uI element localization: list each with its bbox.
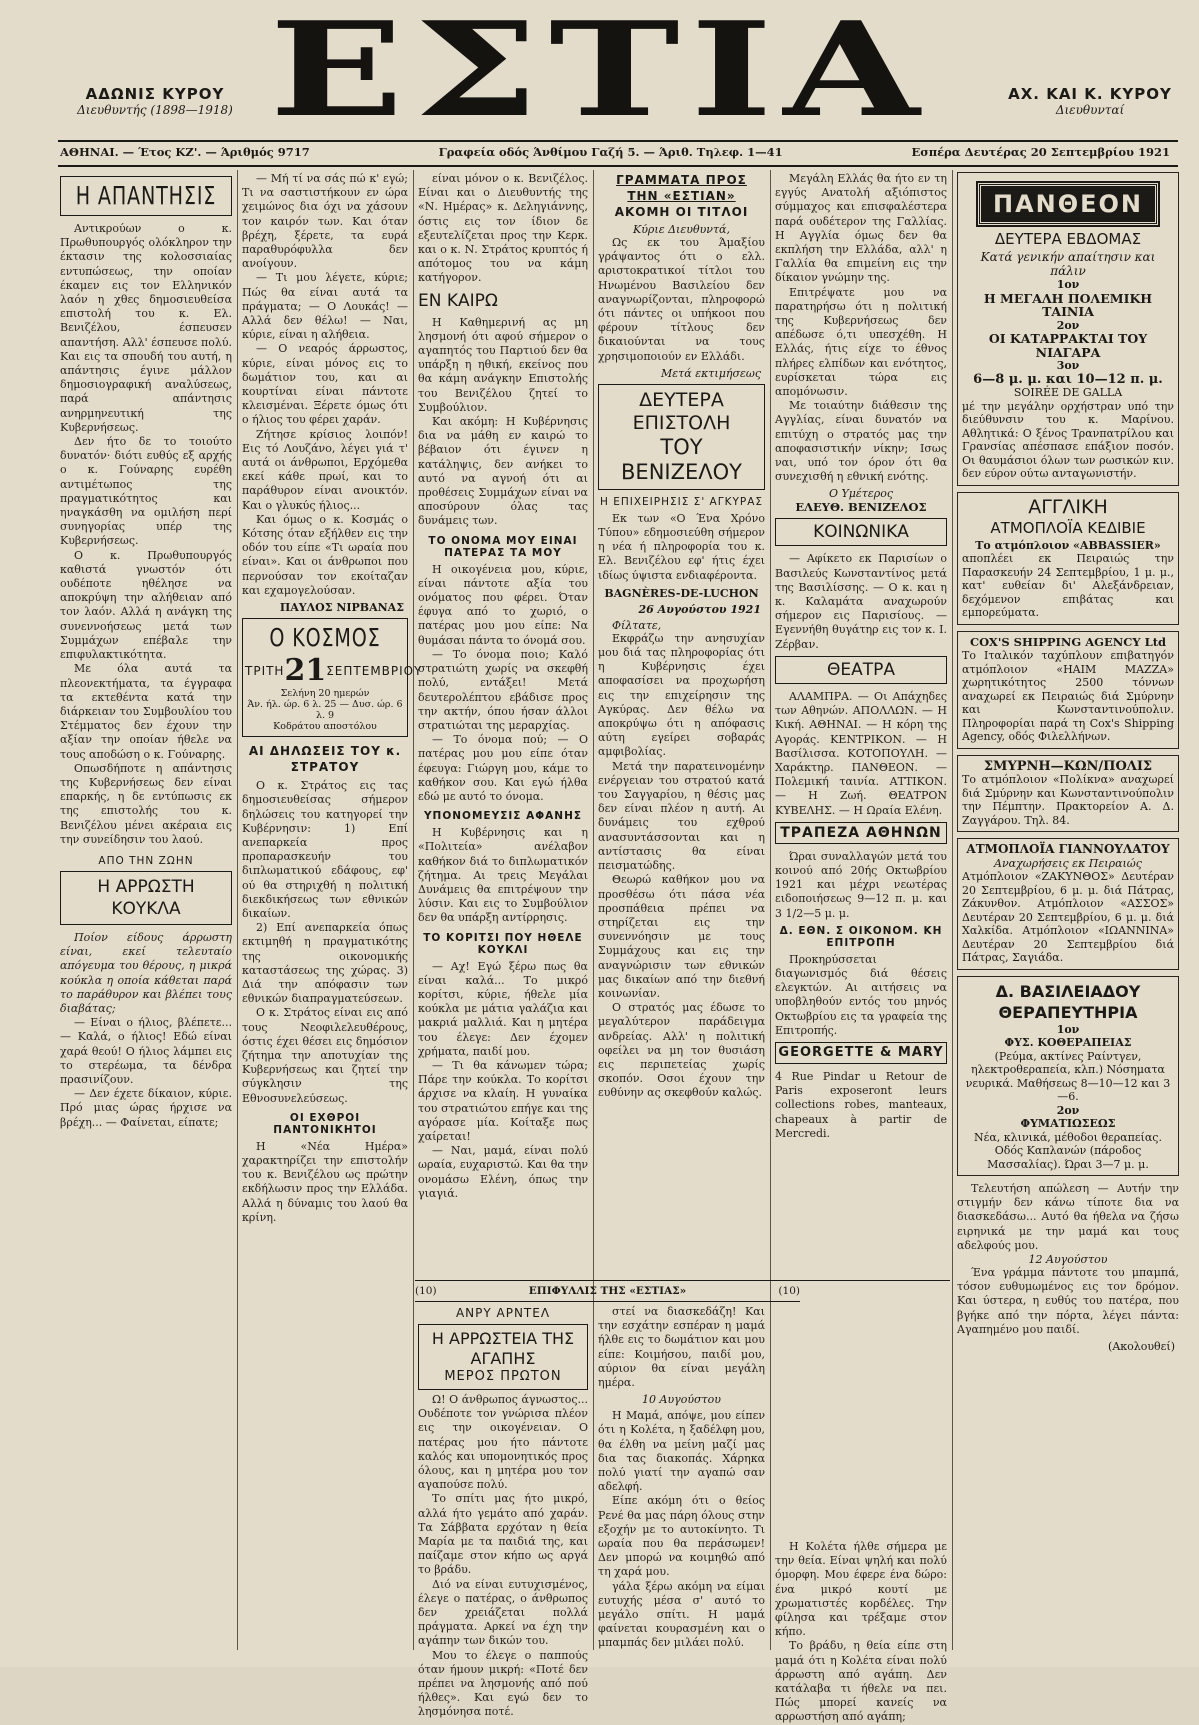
almanac-day: ΤΡΙΤΗ — [245, 663, 285, 678]
column-3 — [418, 172, 588, 1277]
vasileiadou-text-2: Νέα, κλινικά, μέθοδοι θεραπείας. Οδός Καπλανών (πάροδος Μασσαλίας). Ώραι 3—7 μ. μ. — [974, 1130, 1162, 1171]
giannoulatos-subheading: Αναχωρήσεις εκ Πειραιώς — [994, 856, 1142, 870]
article-heading-apantisis: Η ΑΠΑΝΤΗΣΙΣ — [75, 181, 217, 210]
section-heading-epitropi: Δ. ΕΘΝ. Σ ΟΙΚΟΝΟΜ. ΚΗ ΕΠΙΤΡΟΠΗ — [779, 924, 943, 949]
feuilleton-number: (10) — [415, 1285, 437, 1297]
feuilleton-paragraph: Μου το έλεγε ο παππούς όταν ήμουν μικρή: «Ποτέ δεν πρέπει να λησμονής από πού ήλθες». Και εγώ δεν το λησμόνησα ποτέ. — [418, 1648, 588, 1719]
article-paragraph: Θεωρώ καθήκον μου να προσθέσω ότι πάσα νέα προσπάθεια πρέπει να στηρίζεται εις την συνεννόησιν με τους Συμμάχους και εις την αναγνώρισιν των εθνικών μας δικαίων από την διεθνή κοινωνίαν. — [598, 873, 765, 1000]
letters-heading: ΓΡΑΜΜΑΤΑ ΠΡΟΣ ΤΗΝ «ΕΣΤΙΑΝ» — [616, 173, 747, 203]
feuilleton-title-box — [418, 1324, 588, 1390]
article-subheading-agkyras: Η ΕΠΙΧΕΙΡΗΣΙΣ Σ' ΑΓΚΥΡΑΣ — [599, 495, 764, 508]
ads-column — [957, 172, 1179, 1652]
section-heading-trapeza: ΤΡΑΠΕΖΑ ΑΘΗΝΩΝ — [780, 824, 942, 841]
article-paragraph: Οπωσδήποτε η απάντησις της Κυβερνήσεως δεν είναι επαρκής, η δε εντύπωσις εκ της επιστολής του κ. Βενιζέλου μένει ακέραια εις την συνείδησιν του λαού. — [60, 761, 232, 846]
article-heading-box — [60, 871, 232, 925]
article-heading-stratos: ΑΙ ΔΗΛΩΣΕΙΣ ΤΟΥ κ. ΣΤΡΑΤΟΥ — [248, 744, 402, 775]
feuilleton-paragraph: Διό να είναι ευτυχισμένος, έλεγε ο πατέρας, ο άνθρωπος δεν χρειάζεται πολλά πράγματα. Αρκεί να έχη την αγάπην των δικών του. — [418, 1577, 588, 1648]
dateline-office: Γραφεία οδός Άνθίμου Γαζή 5. — Άριθ. Τηλεφ. 1—41 — [438, 145, 783, 159]
article-paragraph: — Αχ! Εγώ ξέρω πως θα είναι καλά... Το μικρό κορίτσι, κύριε, ήθελε μία κούκλα με μάτια γαλάζια και μακριά μαλλιά. Και η μητέρα του έλεγε: Δεν έχομεν χρήματα, παιδί μου. — [418, 959, 588, 1058]
article-heading-pateras: ΤΟ ΟΝΟΜΑ ΜΟΥ ΕΙΝΑΙ ΠΑΤΕΡΑΣ ΤΑ ΜΟΥ — [428, 534, 578, 559]
article-paragraph: Μετά την παρατεινομένην ενέργειαν του στρατού κατά του Σαγγαρίου, η θέσις μας δεν είναι πλέον η αυτή. Αι δυνάμεις του εχθρού ανασυντάσσονται και η αντίστασις θα είναι πεισματώδης. — [598, 759, 765, 873]
pantheon-item-number: 1ον — [1056, 278, 1080, 291]
column-divider — [952, 170, 953, 1650]
article-paragraph: Ώραι συναλλαγών μετά του κοινού από 20ής Οκτωβρίου 1921 και μέχρι νεωτέρας ειδοποιήσεως 9—12 π. μ. και 3 1/2—5 μ. μ. — [775, 849, 947, 920]
editors-role: Διευθυνταί — [1055, 103, 1125, 117]
khedivial-ship: Το ατμόπλοιον «ABBASSIER» — [975, 538, 1161, 552]
section-heading-box — [775, 518, 947, 546]
section-heading-box — [775, 656, 947, 684]
serial-continuation: Τελευτήση απώλεση — Αυτήν την στιγμήν δεν κάνω τίποτε δια να διασκεδάσω... Αυτό θα ήθελα να ζήσω ειρηνικά με την μαμά και τους αδελφούς μου. — [957, 1182, 1179, 1252]
letters-signature: Μετά εκτιμήσεως — [661, 366, 761, 380]
article-paragraph: Με τοιαύτην διάθεσιν της Αγγλίας, είναι δυνατόν να επιτύχη ο στρατός μας την αποφασιστικήν νίκην; Ισως ναι, υπό τον όρον ότι θα συνεχισθή η εθνική ενότης. — [775, 399, 947, 484]
newspaper-title: ΕΣΤΙΑ — [269, 0, 931, 146]
pantheon-subtitle: Κατά γενικήν απαίτησιν και πάλιν — [980, 250, 1156, 278]
article-paragraph: Ο στρατός μας έδωσε το μεγαλύτερον παράδειγμα ανδρείας. Αλλ' η πολιτική οφείλει να μη τον θυσιάση εις περιπετείας χωρίς σκοπόν. Οσοι έχουν την ευθύνην ας σκεφθούν καλώς. — [598, 1001, 765, 1100]
signature-venizelos: ΕΛΕΥΘ. ΒΕΝΙΖΕΛΟΣ — [795, 500, 927, 515]
article-paragraph: — Ναι, μαμά, είναι πολύ ωραία, ευχαριστώ. Και θα την ονομάσω Ελένη, όπως την γιαγιά. — [418, 1144, 588, 1200]
dateline-date: Εσπέρα Δευτέρας 20 Σεπτεμβρίου 1921 — [911, 145, 1170, 159]
khedivial-text: αποπλέει εκ Πειραιώς την Παρασκευήν 24 Σεπτεμβρίου, 1 μ. μ., κατ' ευθείαν δι' Αλεξάνδρειαν, δεχόμενον επιβάτας και εμπορεύματα. — [962, 552, 1174, 619]
article-paragraph: — Το όνομα πού; — Ο πατέρας μου μου είπε όταν έφευγα: Γιώργη μου, κάμε το καθήκον σου. Και εγώ ήλθα εδώ με αυτό το όνομα. — [418, 733, 588, 803]
pantheon-film: Η ΜΕΓΑΛΗ ΠΟΛΕΜΙΚΗ ΤΑΙΝΙΑ — [983, 290, 1153, 319]
dateline — [60, 145, 1170, 163]
article-paragraph: — Τι μου λέγετε, κύριε; Πώς θα είναι αυτά τα πράγματα; — Ο Λουκάς! — Αλλά δεν θέλω! — Ναι, κύριε, είναι η αλήθεια. — [242, 271, 408, 342]
ad-cox — [957, 631, 1179, 749]
dateline-issue: ΑΘΗΝΑΙ. — Έτος ΚΖ'. — Άριθμός 9717 — [60, 145, 310, 159]
letter-salutation: Φίλτατε, — [612, 618, 662, 632]
article-paragraph: — Τι θα κάνωμεν τώρα; Πάρε την κούκλα. Το κορίτσι άρχισε να κλαίη. Η γυναίκα του στρατιώτου επήγε και της αγόρασε μία. Κοίταξε πως χαίρεται! — [418, 1058, 588, 1143]
article-paragraph: 2) Επί ανεπαρκεία όπως εκτιμηθή η πραγματικότης της οικονομικής καταστάσεως της χώρας. 3) Διά την απόφασιν των εθνικών διαπραγματεύσεων. — [242, 921, 408, 1006]
vasileiadou-heading-1: Δ. ΒΑΣΙΛΕΙΑΔΟΥ — [995, 981, 1141, 1001]
almanac-day-number: 21 — [284, 653, 327, 689]
letters-salutation: Κύριε Διευθυντά, — [633, 223, 730, 236]
feuilleton-author: ΑΝΡΥ ΑΡΝΤΕΛ — [455, 1306, 551, 1320]
pantheon-week: ΔΕΥΤΕΡΑ ΕΒΔΟΜΑΣ — [994, 230, 1142, 248]
ad-pantheon — [957, 172, 1179, 486]
letter-place: BAGNÈRES-DE-LUCHON — [604, 586, 759, 600]
pantheon-item-number: 3ον — [1056, 359, 1080, 372]
article-heading-box — [598, 384, 765, 490]
smyrni-text: Το ατμόπλοιον «Πολίκνα» αναχωρεί διά Σμύρνην και Κωνσταντινούπολιν την Πέμπτην. Πρακτορείον Α. Δ. Ζαγγάρου. Τηλ. 84. — [962, 773, 1174, 827]
article-heading-exthroi: ΟΙ ΕΧΘΡΟΙ ΠΑΝΤΟΝΙΚΗΤΟΙ — [273, 1111, 377, 1136]
article-paragraph: — Ο νεαρός άρρωστος, κύριε, είναι μόνος εις το δωμάτιον του, και αι κουρτίναι είναι πάντοτε κλεισμέναι. Ξέρετε όμως ότι ο ήλιος του φέρει χαράν. — [242, 342, 408, 427]
article-paragraph: Αντικρούων ο κ. Πρωθυπουργός ολόκληρον την έκτασιν της κολοσσιαίας εντυπώσεως, την οποίαν έκαμεν εις τον Ελληνικόν λαόν η χθες δημοσιευθείσα επιστολή του κ. Ελ. Βενιζέλου, έσπευσεν απαντήση. Αλλ' έσπευσε πολύ. Και εις τα σπουδή του αυτή, η απάντησις έγινε μάλλον δημοσιογραφική αναλύσεως, παρά απάντησις ανηρμηνευτική της Κυβερνήσεως. — [60, 222, 232, 434]
article-paragraph: Ως εκ του Άμαξίου γράψαντος ότι ο ελλ. αριστοκρατικοί τίτλοι του Ηνωμένου Βασιλείου δεν αναγνωρίζονται, πληροφορώ ότι πάντες οι υπήκοοι που φέρουν τίτλους δεν δικαιούνται να τους χρησιμοποιούν εν Ελλάδι. — [598, 236, 765, 363]
article-paragraph: Ο κ. Στράτος εις τας δημοσιευθείσας σήμερον δηλώσεις του κατηγορεί την Κυβέρνησιν: 1) Επί ανεπαρκεία προς προπαρασκευήν του διπλωματικού εδάφους, εφ' ού θα στηριχθή η πολιτική διεκδικήσεως των εθνικών δικαίων. — [242, 779, 408, 920]
article-paragraph: — Μή τί να σάς πώ κ' εγώ; Τι να σαστιστήκουν εν ώρα χειμώνος δια όχι να χάσουν τον καιρόν των. Και όταν βρέχη, ξέρετε, τα ευρά παραθυρόφυλλα δεν ανοίγουν. — [242, 172, 408, 271]
editors-block — [990, 85, 1190, 117]
vasileiadou-heading-2: ΘΕΡΑΠΕΥΤΗΡΙΑ — [998, 1002, 1138, 1022]
column-4 — [598, 172, 765, 1277]
pantheon-soiree: SOIRÉE DE GALLA — [1013, 386, 1123, 399]
ad-heading-georgette: GEORGETTE & MARY — [778, 1044, 944, 1060]
article-paragraph: Η Καθημερινή ας μη λησμονή ότι αφού σήμερον ο αγαπητός του Παρτιού δεν θα υπάρξη η ηθική, εκείνος που θα κάμη ανάγκην Επιστολής του Βενιζέλου ζητεί το Συμβούλιον. — [418, 315, 588, 414]
article-paragraph: Η οικογένεια μου, κύριε, είναι πάντοτε αξία του ονόματος που φέρει. Όταν έφυγα από το χωριό, ο πατέρας μου μου είπε: Να θυμάσαι πάντα το όνομά σου. — [418, 562, 588, 647]
editors-name: ΑΧ. ΚΑΙ Κ. ΚΥΡΟΥ — [1008, 85, 1172, 103]
serial-continuation: Ένα γράμμα πάντοτε του μπαμπά, τόσον ευθυμωμένος εις τον δρόμον. Και ύστερα, η ευθύς του πατέρα, που βγήκε από την πόρτα, λέγει πάντα: Αγαπημένο μου παιδί. — [957, 1266, 1179, 1336]
almanac-box — [242, 618, 423, 737]
article-paragraph: — Το όνομα ποιο; Καλό στρατιώτη χωρίς να σκεφθή πολύ, εντάξει! Μετά δευτερολέπτου εβάδισε προς την ακτήν, όπου ήσαν άλλοι στρατιώται της μεραρχίας. — [418, 647, 588, 732]
khedivial-heading-2: ΑΤΜΟΠΛΟΪΑ ΚΕΔΙΒΙΕ — [990, 518, 1146, 537]
article-paragraph: Ο κ. Στράτος είναι εις από τους Νεοφιλελευθέρους, όστις έχει θέσει εις δημόσιον ζήτημα την αποτυχίαν της Κυβερνήσεως και ζητεί την σύγκλησιν της Εθνοσυνελεύσεως. — [242, 1006, 408, 1105]
pantheon-item-number: 2ον — [1056, 318, 1080, 332]
article-paragraph: — Δεν έχετε δίκαιον, κύριε. Πρό μιας ώρας ήρχισε να βρέχη... — Φαίνεται, είπατε; — [60, 1087, 232, 1129]
feuilleton-label: ΕΠΙΦΥΛΛΙΣ ΤΗΣ «ΕΣΤΙΑΣ» — [528, 1285, 687, 1297]
feuilleton-paragraph: γάλα ξέρω ακόμη να είμαι ευτυχής μέσα σ' αυτό το μεγάλο σπίτι. Η μαμά φαίνεται κουρασμένη και ο μπαμπάς δεν μιλάει πολύ. — [598, 1579, 765, 1650]
column-2 — [242, 172, 423, 1652]
article-paragraph: Και όμως ο κ. Κοσμάς ο Κότσης όταν εξήλθεν εις την οδόν του είπε «Τι ωραία που είναι». Και οι άνθρωποι που περνούσαν τον εκοίταζαν και εχαμογελούσαν. — [242, 512, 408, 597]
author-signature: ΠΑΥΛΟΣ ΝΙΡΒΑΝΑΣ — [279, 601, 404, 615]
feuilleton-paragraph: Η Κολέτα ήλθε σήμερα με την θεία. Είναι ψηλή και πολύ όμορφη. Μου έφερε ένα δώρο: ένα μικρό κουτί με χρωματιστές κορδέλες. Την φίλησα και τρέξαμε στον κήπο. — [775, 1540, 947, 1639]
column-divider — [770, 170, 771, 1650]
section-heading-koinonika: ΚΟΙΝΩΝΙΚΑ — [813, 522, 909, 543]
letter-date: 26 Αυγούστου 1921 — [638, 602, 761, 616]
feuilleton-paragraph: στεί να διασκεδάζη! Και την εσχάτην εσπέραν η μαμά ήλθε εις το δωμάτιον και μου είπε: Κοιμήσου, παιδί μου, αύριον θα είναι μεγάλη ημέρα. — [598, 1305, 765, 1390]
feuilleton-column-2 — [598, 1305, 765, 1655]
almanac-sun: Άν. ήλ. ώρ. 6 λ. 25 — Δυσ. ώρ. 6 λ. 9 — [247, 699, 403, 722]
feuilleton-paragraph: Το βράδυ, η θεία είπε στη μαμά ότι η Κολέτα είναι πολύ άρρωστη από αγάπη. Δεν κατάλαβα τι ήθελε να πει. Πώς μπορεί κανείς να αρρωστήση από αγάπη; — [775, 1639, 947, 1724]
giannoulatos-text: Ατμόπλοιον «ΖΑΚΥΝΘΟΣ» Δευτέραν 20 Σεπτεμβρίου, 6 μ. μ. διά Πάτρας, Ζάκυνθον. Ατμόπλοιον «ΑΣΣΟΣ» Δευτέραν 20 Σεπτεμβρίου, 6 μ. μ. διά Χαλκίδα. Ατμόπλοιον «ΙΩΑΝΝΙΝΑ» Δευτέραν 20 Σεπτεμβρίου διά Πάτρας, Σαγιάδα. — [962, 870, 1174, 964]
giannoulatos-heading: ΑΤΜΟΠΛΟΪΑ ΓΙΑΝΝΟΥΛΑΤΟΥ — [966, 842, 1170, 856]
article-paragraph: — Αφίκετο εκ Παρισίων ο Βασιλεύς Κωνσταντίνος μετά της Βασιλίσσης. — Ο κ. και η κ. Καλαμάτα αναχωρούν σήμερον εις Παρισίους. — Εγεννήθη θυγάτηρ εις τον κ. Ι. Ζέρβαν. — [775, 552, 947, 651]
column-divider — [413, 170, 414, 1650]
column-1 — [60, 172, 232, 1652]
article-paragraph: Ζήτησε κρίσιος λοιπόν! Εις τό Λουζάνο, λέγει γιά τ' αυτά οι άνθρωποι, Ερχόμεθα εκεί κάθε πρωί, και το παράθυρον είναι ανοικτόν. Και ο γλυκύς ήλιος... — [242, 427, 408, 512]
article-heading-ypon: ΥΠΟΝΟΜΕΥΣΙΣ ΑΦΑΝΗΣ — [423, 810, 583, 823]
article-paragraph: Εκ των «Ο Ένα Χρόνο Τύπου» εδημοσιεύθη σήμερον η νέα ή πληροφορία του κ. Ελ. Βενιζέλου εφ' ήτις έχει ιδίως ύψιστα ενδιαφέροντα. — [598, 511, 765, 582]
feuilleton-banner — [415, 1285, 800, 1302]
masthead — [0, 0, 1199, 150]
almanac-saint: Κοδράτου αποστόλου — [273, 721, 377, 733]
article-paragraph: Ποίον είδους άρρωστη είναι, εκεί τελευταίο απόγευμα του θέρους, η μικρά κούκλα η οποία κάθεται παρά το παράθυρον και βλέπει τους διαβάτας; — [60, 930, 232, 1015]
feuilleton-paragraph: Η Μαμά, απόψε, μου είπεν ότι η Κολέτα, η ξαδέλφη μου, θα έλθη να μείνη μαζί μας δια τας διακοπάς. Χάρηκα πολύ γιατί την αγαπώ σαν αδελφή. — [598, 1409, 765, 1494]
feuilleton-title: Η ΑΡΡΩΣΤΕΙΑ ΤΗΣ ΑΓΑΠΗΣ — [431, 1329, 575, 1368]
article-heading-deutera: ΔΕΥΤΕΡΑ ΕΠΙΣΤΟΛΗ — [632, 388, 731, 434]
article-paragraph: Ο κ. Πρωθυπουργός καθιστά γνωστόν ότι ουδέποτε ηθέλησε να αποκρύψη την αλήθειαν από τον λαόν. Αλλά η ανάγκη της συνεννοήσεως μετά των Συμμάχων επέβαλε την επιφυλακτικότητα. — [60, 548, 232, 662]
column-divider — [237, 170, 238, 1650]
ad-text-georgette: 4 Rue Pindar u Retour de Paris exposeront leurs collections robes, manteaux, chapeaux à partir de Mercredi. — [775, 1069, 947, 1140]
ad-smyrni — [957, 755, 1179, 833]
column-divider — [593, 170, 594, 1650]
feuilleton-column-1 — [418, 1305, 588, 1719]
article-heading-enkairo: ΕΝ ΚΑΙΡΩ — [418, 290, 498, 311]
article-paragraph: Δεν ήτο δε το τοιούτο δυνατόν· διότι ευθύς εξ αρχής ο κ. Γούναρης ευρέθη αντιμέτωπος της πραγματικότητος και ηναγκάσθη να ομιλήση περί συνηγορίας υπέρ της Κυβερνήσεως. — [60, 435, 232, 548]
article-paragraph: Η Κυβέρνησις και η «Πολιτεία» ανέλαβον καθήκον διά το διπλωματικόν ζήτημα. Αι τρεις Μεγάλαι Δυνάμεις θα επιτρέψουν την λύσιν. Και εις το Συμβούλιον δεν θα υπάρξη αντίρρησις. — [418, 826, 588, 925]
letters-subheading: ΑΚΟΜΗ ΟΙ ΤΙΤΛΟΙ — [614, 205, 749, 219]
article-paragraph: Η «Νέα Ημέρα» χαρακτηρίζει την επιστολήν του κ. Βενιζέλου ως πρώτην εκδήλωσιν προς την Ελλάδα. Αλλά η δύναμις του λαού θα κρίνη. — [242, 1139, 408, 1224]
cox-text: Το Ιταλικόν ταχύπλουν επιβατηγόν ατμόπλοιον «HAIM MAZZA» χωρητικότητος 2500 τόννων αναχωρεί εκ Πειραιώς διά Σμύρνην και Κωνσταντινούπολιν. Πληροφορίαι παρά τη Cox's Shipping Agency, οδός Φιλελλήνων. — [962, 649, 1174, 743]
almanac-moon: Σελήνη 20 ημερών — [280, 688, 370, 700]
article-paragraph: Εκφράζω την ανησυχίαν μου διά τας πληροφορίας ότι η Κυβέρνησις έχει αποφασίσει να προχωρήση εις την επιχείρησιν της Αγκύρας. Δεν θέλω να αποκρύψω ότι η απόφασις αύτη εγείρει σοβαράς αμφιβολίας. — [598, 631, 765, 759]
ad-khedivial — [957, 492, 1179, 625]
founder-role: Διευθυντής (1898—1918) — [77, 103, 233, 117]
serial-date: 12 Αυγούστου — [1028, 1253, 1108, 1267]
vasileiadou-sub-2: ΦΥΜΑΤΙΩΣΕΩΣ — [1020, 1117, 1116, 1130]
almanac-month: ΣΕΠΤΕΜΒΡΙΟΥ — [326, 663, 423, 678]
cox-heading: COX'S SHIPPING AGENCY Ltd — [969, 634, 1167, 649]
almanac-title: Ο ΚΟΣΜΟΣ — [269, 623, 381, 653]
vasileiadou-sub-1: ΦΥΣ. ΚΟΘΕΡΑΠΕΙΑΣ — [1004, 1036, 1132, 1049]
article-paragraph: ΑΛΑΜΠΡΑ. — Οι Απάχηδες των Αθηνών. ΑΠΟΛΛΩΝ. — Η Κική. ΑΘΗΝΑΙ. — Η κόρη της Αγοράς. ΚΕΝΤΡΙΚΟΝ. — Η Βασίλισσα. ΚΟΤΟΠΟΥΛΗ. — Χαράκτηρ. ΠΑΝΘΕΟΝ. — Πολεμική ταινία. ΑΤΤΙΚΟΝ. — Η Ζωή. ΘΕΑΤΡΟΝ ΚΥΒΕΛΗΣ. — Η Ωραία Ελένη. — [775, 689, 947, 817]
ad-giannoulatos — [957, 838, 1179, 970]
article-heading-koritsi: ΤΟ ΚΟΡΙΤΣΙ ΠΟΥ ΗΘΕΛΕ ΚΟΥΚΛΙ — [423, 931, 583, 956]
signature-caption: Ο Υμέτερος — [828, 487, 894, 501]
feuilleton-rule — [415, 1280, 950, 1281]
almanac-date — [245, 653, 423, 689]
article-paragraph: είναι μόνον ο κ. Βενιζέλος. Είναι και ο Διευθυντής της «Ν. Ημέρας» κ. Δεληγιάννης, όστις εις τον ίδιον δε εξευτελίζεται προς την Κερκ. και ο κ. Ν. Στράτος κρυπτός ή απότομος του να κάμη κατήγορον. — [418, 172, 588, 285]
article-paragraph: — Είναι ο ήλιος, βλέπετε... — Καλά, ο ήλιος! Εδώ είναι χαρά θεού! Ο ήλιος λάμπει εις το στερέωμα, τα δένδρα πρασινίζουν. — [60, 1016, 232, 1086]
feuilleton-paragraph: Ω! Ο άνθρωπος άγνωστος... Ουδέποτε τον γνώρισα πλέον εις την οικογένειαν. Ο πατέρας μου ήτο πάντοτε καλός και υπομονητικός προς όλους, και η μητέρα μου τον αγαπούσε πολύ. — [418, 1393, 588, 1492]
pantheon-hours: 6—8 μ. μ. και 10—12 π. μ. — [973, 371, 1163, 387]
serial-to-be-continued: (Ακολουθεί) — [1108, 1340, 1175, 1354]
feuilleton-date: 10 Αυγούστου — [642, 1393, 721, 1407]
pantheon-logo: ΠΑΝΘΕΟΝ — [978, 183, 1158, 225]
article-paragraph: Και ακόμη: Η Κυβέρνησις δια να μάθη εν καιρώ το βέβαιον ότι έγινεν η κατάληψις, δεν ανήκει το αυτό να αγνοή ότι αι προθέσεις Συμμάχων είναι να αποσύρουν όλας τας δυνάμεις των. — [418, 415, 588, 528]
feuilleton-part: ΜΕΡΟΣ ΠΡΩΤΟΝ — [444, 1369, 562, 1384]
section-heading-box — [775, 1042, 947, 1064]
masthead-rule-top — [58, 140, 1178, 142]
article-heading-box — [60, 176, 232, 216]
article-heading-koukla: Η ΑΡΡΩΣΤΗ ΚΟΥΚΛΑ — [97, 876, 195, 919]
vasileiadou-item-number: 2ον — [1056, 1103, 1080, 1117]
founder-name: ΑΔΩΝΙΣ ΚΥΡΟΥ — [85, 85, 225, 103]
section-heading-theatra: ΘΕΑΤΡΑ — [826, 659, 896, 680]
article-paragraph: Επιτρέψατε μου να παρατηρήσω ότι η πολιτική της Κυβερνήσεως δεν απέδωσε ό,τι υπεσχέθη. Η Ελλάς, ήτις είχε το έθνος πλήρες ελπίδων και ενότητος, ευρίσκεται τώρα εις απομόνωσιν. — [775, 285, 947, 399]
vasileiadou-item-number: 1ον — [1056, 1022, 1080, 1036]
article-paragraph: Προκηρύσσεται διαγωνισμός διά θέσεις ελεγκτών. Αι αιτήσεις να υποβληθούν εντός του μηνός Οκτωβρίου εις τα γραφεία της Επιτροπής. — [775, 952, 947, 1037]
feuilleton-paragraph: Είπε ακόμη ότι ο θείος Ρενέ θα μας πάρη όλους στην εξοχήν με το αυτοκίνητο. Τι ωραία που θα περάσωμεν! Δεν μπορώ να κοιμηθώ από τη χαρά μου. — [598, 1494, 765, 1579]
section-kicker: ΑΠΟ ΤΗΝ ΖΩΗΝ — [98, 854, 194, 867]
khedivial-heading-1: ΑΓΓΛΙΚΗ — [1028, 495, 1108, 518]
article-paragraph: Με όλα αυτά τα πλεονεκτήματα, τα έγγραφα τα εκτεθέντα κατά την διάρκειαν του Συμβουλίου του Στέμματος δεν έχουν την αξίαν την οποίαν ήθελε να τους αποδώση ο κ. Γούναρης. — [60, 662, 232, 761]
feuilleton-column-3 — [775, 1540, 947, 1724]
vasileiadou-text-1: (Ρεύμα, ακτίνες Ραίντγεν, ηλεκτροθεραπεία, κλπ.) Νόσηματα νευρικά. Μαθήσεως 8—10—12 και 3—6. — [965, 1049, 1171, 1103]
article-paragraph: Μεγάλη Ελλάς θα ήτο εν τη εγγύς Ανατολή αξιόπιστος σύμμαχος και επισφαλέστερα παρά ουδέτερον της Γαλλίας. Η Αγγλία όμως δεν θα εκπλήση την Ελλάδα, αλλ' η Γαλλία θα επιμείνη εις την δίκαιον γνώμην της. — [775, 172, 947, 285]
pantheon-niagara: ΟΙ ΚΑΤΑΡΡΑΚΤΑΙ ΤΟΥ ΝΙΑΓΑΡΑ — [988, 331, 1148, 360]
pantheon-text: μέ την μεγάλην ορχήστραν υπό την διεύθυνσιν του κ. Μαρίνου. Αθλητικά: Ο ξένος Τρανπατρίλου και Γρανσίας απέσπασε επάξιον ποσόν. Οι θαυμάσιοι όλων των ρωσικών κιν. δεν εύρον ούτω ανταγωνιστήν. — [962, 399, 1174, 480]
feuilleton-paragraph: Το σπίτι μας ήτο μικρό, αλλά ήτο γεμάτο από χαράν. Τα Σάββατα ερχόταν η θεία Μαρία με τα παιδιά της, και παίζαμε στον κήπο ως αργά το βράδυ. — [418, 1492, 588, 1577]
feuilleton-number: (10) — [778, 1285, 800, 1297]
article-heading-venizelou: ΤΟΥ ΒΕΝΙΖΕΛΟΥ — [621, 434, 742, 484]
ad-vasileiadou — [957, 976, 1179, 1177]
smyrni-heading: ΣΜΥΡΝΗ—ΚΩΝ/ΠΟΛΙΣ — [983, 758, 1153, 774]
section-heading-box — [775, 822, 947, 844]
masthead-rule-bottom — [58, 165, 1178, 167]
column-5 — [775, 172, 947, 1652]
